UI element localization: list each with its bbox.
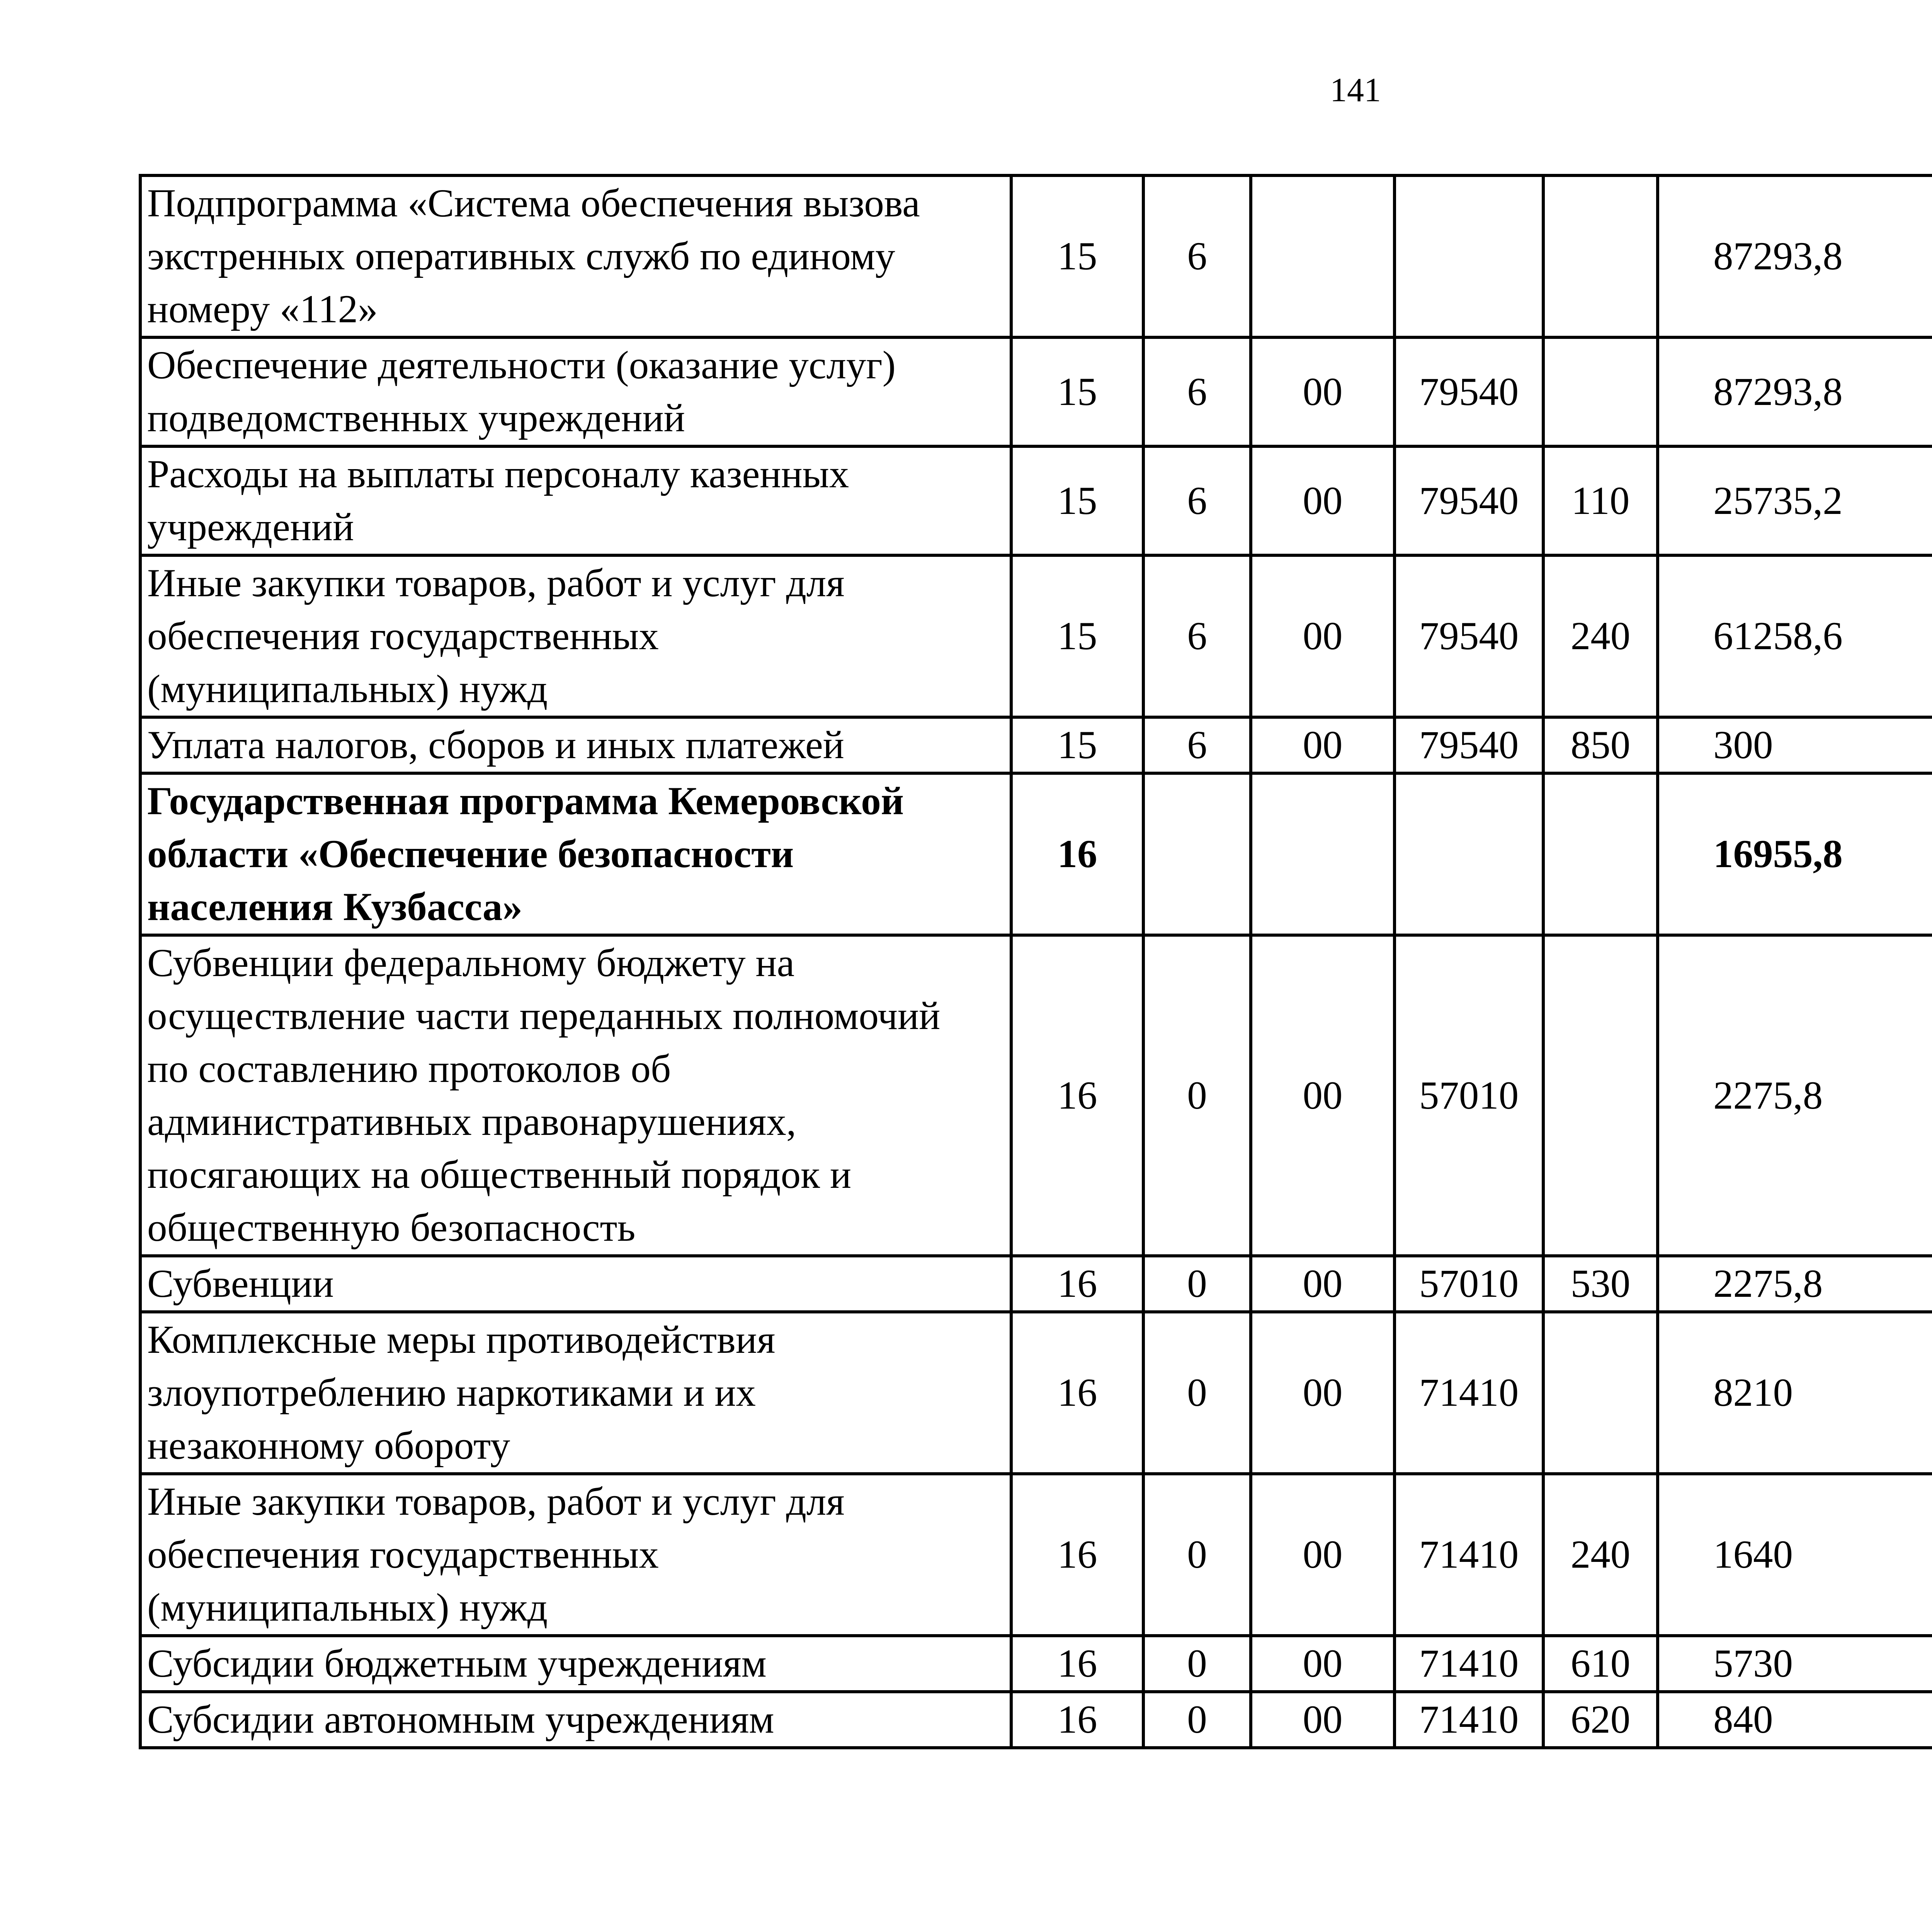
code-expense-cell: 57010: [1395, 935, 1543, 1256]
table-row: [140, 935, 1932, 1256]
row-name-line: Государственная программа Кемеровской: [147, 779, 904, 823]
row-name-line: Субвенции: [147, 1262, 334, 1306]
code-expense-cell: 71410: [1395, 1312, 1543, 1474]
code-expense-cell: 71410: [1395, 1474, 1543, 1636]
table-row: [140, 446, 1932, 555]
row-name-line: Расходы на выплаты персоналу казенных: [147, 452, 849, 496]
row-name-line: Субвенции федеральному бюджету на: [147, 941, 795, 985]
code-subprogram-cell: 0: [1143, 935, 1251, 1256]
amount-year1-cell: 1640: [1658, 1474, 1932, 1636]
code-direction-cell: 00: [1251, 935, 1395, 1256]
row-name-line: Субсидии автономным учреждениям: [147, 1698, 774, 1742]
row-name-line: обеспечения государственных: [147, 614, 659, 658]
row-name-line: Обеспечение деятельности (оказание услуг): [147, 343, 896, 387]
code-subprogram-cell: 6: [1143, 175, 1251, 337]
code-subprogram-cell: 6: [1143, 717, 1251, 773]
row-name-line: подведомственных учреждений: [147, 396, 685, 440]
table-row: [140, 555, 1932, 717]
row-name-line: (муниципальных) нужд: [147, 1585, 548, 1630]
amount-year1-cell: 8210: [1658, 1312, 1932, 1474]
code-expense-cell: 79540: [1395, 337, 1543, 446]
row-name-cell: [140, 935, 1011, 1256]
row-name-cell: [140, 1256, 1011, 1312]
row-name-cell: [140, 337, 1011, 446]
row-name-line: Иные закупки товаров, работ и услуг для: [147, 561, 845, 605]
code-target-cell: 15: [1011, 446, 1143, 555]
code-expense-cell: 79540: [1395, 446, 1543, 555]
code-type-cell: [1543, 337, 1658, 446]
row-name-line: Подпрограмма «Система обеспечения вызова: [147, 181, 920, 225]
code-target-cell: 15: [1011, 175, 1143, 337]
code-subprogram-cell: 6: [1143, 555, 1251, 717]
row-name-cell: [140, 773, 1011, 935]
table-body: [140, 175, 1932, 1748]
row-name-line: Субсидии бюджетным учреждениям: [147, 1641, 767, 1686]
code-direction-cell: 00: [1251, 1636, 1395, 1692]
amount-year1-cell: 87293,8: [1658, 337, 1932, 446]
row-name-cell: [140, 555, 1011, 717]
amount-year1-cell: 25735,2: [1658, 446, 1932, 555]
row-name-line: посягающих на общественный порядок и: [147, 1153, 852, 1197]
amount-year1-cell: 840: [1658, 1692, 1932, 1748]
code-target-cell: 16: [1011, 935, 1143, 1256]
code-direction-cell: 00: [1251, 1256, 1395, 1312]
code-target-cell: 16: [1011, 773, 1143, 935]
row-name-line: Иные закупки товаров, работ и услуг для: [147, 1480, 845, 1524]
row-name-cell: [140, 1692, 1011, 1748]
table-row: [140, 1312, 1932, 1474]
code-expense-cell: 57010: [1395, 1256, 1543, 1312]
code-target-cell: 15: [1011, 555, 1143, 717]
code-target-cell: 16: [1011, 1474, 1143, 1636]
row-name-cell: [140, 717, 1011, 773]
row-name-cell: [140, 1312, 1011, 1474]
code-direction-cell: [1251, 175, 1395, 337]
table-row: [140, 337, 1932, 446]
row-name-line: злоупотреблению наркотиками и их: [147, 1371, 756, 1415]
code-expense-cell: [1395, 175, 1543, 337]
code-type-cell: 850: [1543, 717, 1658, 773]
row-name-cell: [140, 1636, 1011, 1692]
row-name-line: (муниципальных) нужд: [147, 667, 548, 711]
code-type-cell: 620: [1543, 1692, 1658, 1748]
code-target-cell: 15: [1011, 717, 1143, 773]
code-direction-cell: 00: [1251, 717, 1395, 773]
amount-year1-cell: 16955,8: [1658, 773, 1932, 935]
code-target-cell: 16: [1011, 1256, 1143, 1312]
code-subprogram-cell: 0: [1143, 1256, 1251, 1312]
code-expense-cell: 71410: [1395, 1692, 1543, 1748]
code-subprogram-cell: [1143, 773, 1251, 935]
amount-year1-cell: 87293,8: [1658, 175, 1932, 337]
row-name-line: осуществление части переданных полномочий: [147, 994, 940, 1038]
code-target-cell: 16: [1011, 1692, 1143, 1748]
table-row: [140, 175, 1932, 337]
code-target-cell: 16: [1011, 1312, 1143, 1474]
amount-year1-cell: 61258,6: [1658, 555, 1932, 717]
table-row: [140, 773, 1932, 935]
code-direction-cell: 00: [1251, 1692, 1395, 1748]
code-type-cell: 530: [1543, 1256, 1658, 1312]
code-type-cell: [1543, 773, 1658, 935]
code-type-cell: 240: [1543, 1474, 1658, 1636]
row-name-cell: [140, 1474, 1011, 1636]
code-type-cell: [1543, 175, 1658, 337]
code-subprogram-cell: 0: [1143, 1692, 1251, 1748]
row-name-line: области «Обеспечение безопасности: [147, 832, 794, 876]
amount-year1-cell: 2275,8: [1658, 1256, 1932, 1312]
table-row: [140, 1256, 1932, 1312]
row-name-line: обеспечения государственных: [147, 1533, 659, 1577]
code-expense-cell: 79540: [1395, 555, 1543, 717]
code-expense-cell: [1395, 773, 1543, 935]
code-type-cell: 610: [1543, 1636, 1658, 1692]
table-row: [140, 717, 1932, 773]
budget-table: [139, 174, 1932, 1749]
code-type-cell: 110: [1543, 446, 1658, 555]
code-subprogram-cell: 0: [1143, 1636, 1251, 1692]
row-name-line: номеру «112»: [147, 287, 378, 331]
table-row: [140, 1474, 1932, 1636]
row-name-line: Комплексные меры противодействия: [147, 1318, 776, 1362]
row-name-line: по составлению протоколов об: [147, 1047, 671, 1091]
code-target-cell: 16: [1011, 1636, 1143, 1692]
code-subprogram-cell: 0: [1143, 1312, 1251, 1474]
code-subprogram-cell: 6: [1143, 337, 1251, 446]
row-name-line: незаконному обороту: [147, 1424, 510, 1468]
row-name-line: Уплата налогов, сборов и иных платежей: [147, 723, 844, 767]
table-row: [140, 1692, 1932, 1748]
code-type-cell: [1543, 1312, 1658, 1474]
row-name-cell: [140, 446, 1011, 555]
row-name-line: административных правонарушениях,: [147, 1100, 796, 1144]
code-direction-cell: 00: [1251, 337, 1395, 446]
code-expense-cell: 79540: [1395, 717, 1543, 773]
row-name-cell: [140, 175, 1011, 337]
code-type-cell: [1543, 935, 1658, 1256]
amount-year1-cell: 300: [1658, 717, 1932, 773]
code-direction-cell: [1251, 773, 1395, 935]
amount-year1-cell: 5730: [1658, 1636, 1932, 1692]
code-direction-cell: 00: [1251, 446, 1395, 555]
amount-year1-cell: 2275,8: [1658, 935, 1932, 1256]
code-direction-cell: 00: [1251, 1312, 1395, 1474]
code-direction-cell: 00: [1251, 555, 1395, 717]
code-subprogram-cell: 0: [1143, 1474, 1251, 1636]
code-direction-cell: 00: [1251, 1474, 1395, 1636]
code-type-cell: 240: [1543, 555, 1658, 717]
table-row: [140, 1636, 1932, 1692]
row-name-line: общественную безопасность: [147, 1206, 636, 1250]
row-name-line: населения Кузбасса»: [147, 885, 522, 929]
code-expense-cell: 71410: [1395, 1636, 1543, 1692]
row-name-line: экстренных оперативных служб по единому: [147, 234, 895, 278]
page-number: 141: [1330, 71, 1381, 109]
code-target-cell: 15: [1011, 337, 1143, 446]
code-subprogram-cell: 6: [1143, 446, 1251, 555]
row-name-line: учреждений: [147, 505, 354, 549]
